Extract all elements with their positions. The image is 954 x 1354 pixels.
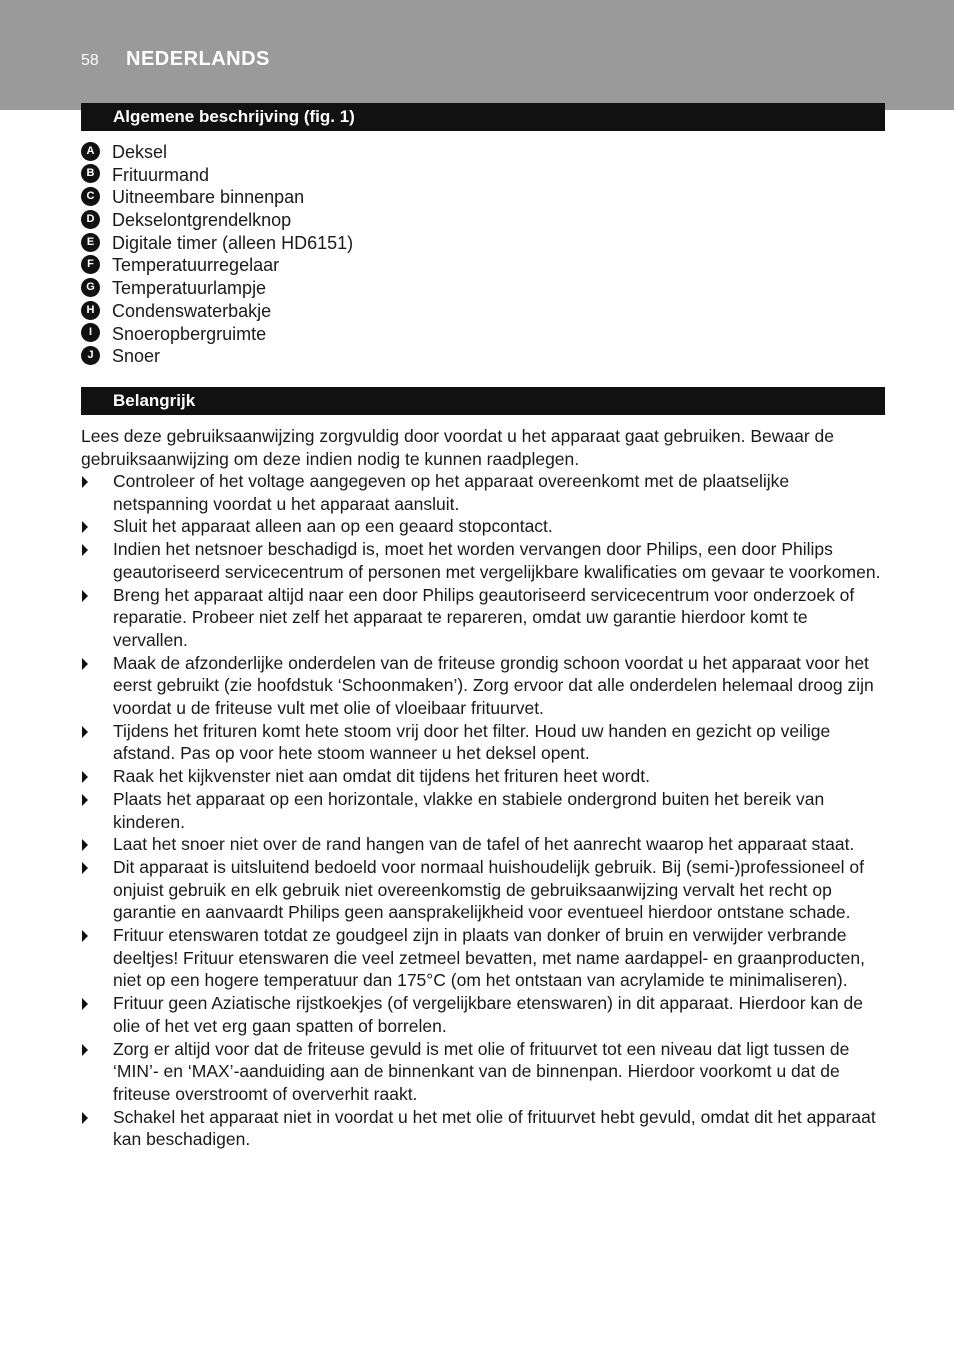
warning-text: Breng het apparaat altijd naar een door Philips geautoriseerd servicecentrum voor onderzoek of reparatie. Probeer niet zelf het apparaat te repareren, omdat uw garantie hierdoor komt te vervallen. bbox=[113, 584, 855, 650]
warning-item bbox=[81, 788, 884, 833]
part-item bbox=[81, 345, 353, 368]
part-item bbox=[81, 164, 353, 187]
warning-item bbox=[81, 856, 884, 924]
triangle-bullet-icon bbox=[82, 544, 88, 556]
warning-item bbox=[81, 924, 884, 992]
triangle-bullet-icon bbox=[82, 930, 88, 942]
part-label: Digitale timer (alleen HD6151) bbox=[112, 232, 354, 253]
warning-item bbox=[81, 470, 884, 515]
warning-item bbox=[81, 720, 884, 765]
triangle-bullet-icon bbox=[82, 726, 88, 738]
part-item bbox=[81, 323, 353, 346]
warning-item bbox=[81, 765, 884, 788]
warning-item bbox=[81, 1106, 884, 1151]
part-letter-badge: B bbox=[81, 164, 100, 183]
warnings-list bbox=[81, 470, 884, 1151]
triangle-bullet-icon bbox=[82, 794, 88, 806]
part-item bbox=[81, 141, 353, 164]
triangle-bullet-icon bbox=[82, 521, 88, 533]
part-letter-badge: E bbox=[81, 233, 100, 252]
part-item bbox=[81, 232, 353, 255]
part-letter-badge: D bbox=[81, 210, 100, 229]
warning-text: Maak de afzonderlijke onderdelen van de friteuse grondig schoon voordat u het apparaat voor het eerst gebruikt (zie hoofdstuk ‘Schoonmaken’). Zorg ervoor dat alle onderdelen helemaal droog zijn voordat u de friteuse vult met olie of vloeibaar frituurvet. bbox=[113, 652, 874, 719]
warning-item bbox=[81, 992, 884, 1037]
triangle-bullet-icon bbox=[82, 476, 88, 488]
warning-text: Laat het snoer niet over de rand hangen van de tafel of het aanrecht waarop het apparaat staat. bbox=[113, 834, 855, 855]
warning-text: Controleer of het voltage aangegeven op het apparaat overeenkomt met de plaatselijke netspanning voordat u het apparaat aansluit. bbox=[113, 471, 790, 514]
part-item bbox=[81, 277, 353, 300]
section-heading-general-description: Algemene beschrijving (fig. 1) bbox=[81, 103, 885, 131]
triangle-bullet-icon bbox=[82, 998, 88, 1010]
triangle-bullet-icon bbox=[82, 1112, 88, 1124]
page-header bbox=[0, 0, 954, 110]
part-item bbox=[81, 209, 353, 232]
part-label: Snoer bbox=[112, 346, 161, 367]
intro-paragraph: Lees deze gebruiksaanwijzing zorgvuldig door voordat u het apparaat gaat gebruiken. Bewaar de gebruiksaanwijzing om deze indien nodig te kunnen raadplegen. bbox=[81, 426, 834, 469]
warning-item bbox=[81, 515, 884, 538]
part-letter-badge: H bbox=[81, 301, 100, 320]
part-label: Snoeropbergruimte bbox=[112, 323, 267, 344]
part-label: Temperatuurlampje bbox=[112, 278, 267, 299]
warning-item bbox=[81, 833, 884, 856]
warning-text: Dit apparaat is uitsluitend bedoeld voor normaal huishoudelijk gebruik. Bij (semi-)professioneel of onjuist gebruik en elk gebruik niet overeenkomstig de gebruiksaanwijzing vervalt het recht op garantie en aanvaardt Philips geen aansprakelijkheid voor eventueel hierdoor ontstane schade. bbox=[113, 856, 864, 923]
section-heading-important: Belangrijk bbox=[81, 387, 885, 415]
warning-text: Frituur geen Aziatische rijstkoekjes (of vergelijkbare etenswaren) in dit apparaat. Hierdoor kan de olie of het vet erg gaan spatten of borrelen. bbox=[113, 993, 863, 1036]
part-letter-badge: J bbox=[81, 346, 100, 365]
warning-text: Plaats het apparaat op een horizontale, vlakke en stabiele ondergrond buiten het bereik van kinderen. bbox=[113, 788, 825, 832]
part-item bbox=[81, 300, 353, 323]
part-letter-badge: C bbox=[81, 187, 100, 206]
part-label: Temperatuurregelaar bbox=[112, 255, 280, 276]
page-number: 58 bbox=[81, 52, 99, 69]
part-label: Dekselontgrendelknop bbox=[112, 210, 292, 231]
triangle-bullet-icon bbox=[82, 839, 88, 851]
part-label: Deksel bbox=[112, 142, 168, 162]
part-item bbox=[81, 254, 353, 277]
part-letter-badge: G bbox=[81, 278, 100, 297]
triangle-bullet-icon bbox=[82, 658, 88, 670]
warning-item bbox=[81, 652, 884, 720]
warning-text: Tijdens het frituren komt hete stoom vrij door het filter. Houd uw handen en gezicht op veilige afstand. Pas op voor hete stoom wanneer u het deksel opent. bbox=[113, 720, 831, 764]
triangle-bullet-icon bbox=[82, 862, 88, 874]
part-letter-badge: F bbox=[81, 255, 100, 274]
warning-text: Raak het kijkvenster niet aan omdat dit tijdens het frituren heet wordt. bbox=[113, 766, 650, 787]
part-letter-badge: I bbox=[81, 323, 100, 342]
triangle-bullet-icon bbox=[82, 1044, 88, 1056]
warning-text: Frituur etenswaren totdat ze goudgeel zijn in plaats van donker of bruin en verwijder verbrande deeltjes! Frituur etenswaren die veel zetmeel bevatten, met name aardappel- en graanproducten, niet op een hogere temperatuur dan 175°C (om het ontstaan van acrylamide te minimaliseren). bbox=[113, 925, 865, 991]
warning-item bbox=[81, 584, 884, 652]
warning-text: Zorg er altijd voor dat de friteuse gevuld is met olie of frituurvet tot een niveau dat ligt tussen de ‘MIN’- en ‘MAX’-aanduiding aan de binnenkant van de binnenpan. Hierdoor voorkomt u dat de friteuse overstroomt of oververhit raakt. bbox=[113, 1038, 850, 1104]
triangle-bullet-icon bbox=[82, 590, 88, 602]
page-language-title: NEDERLANDS bbox=[126, 48, 270, 70]
part-label: Frituurmand bbox=[112, 164, 210, 185]
part-label: Uitneembare binnenpan bbox=[112, 187, 305, 208]
warning-text: Sluit het apparaat alleen aan op een geaard stopcontact. bbox=[113, 516, 553, 537]
warning-text: Schakel het apparaat niet in voordat u het met olie of frituurvet hebt gevuld, omdat dit het apparaat kan beschadigen. bbox=[113, 1106, 876, 1150]
warning-item bbox=[81, 538, 884, 583]
triangle-bullet-icon bbox=[82, 771, 88, 783]
warning-item bbox=[81, 1038, 884, 1106]
part-item bbox=[81, 186, 353, 209]
parts-list bbox=[81, 141, 353, 368]
warning-text: Indien het netsnoer beschadigd is, moet het worden vervangen door Philips, een door Philips geautoriseerd servicecentrum of personen met vergelijkbare kwalificaties om gevaar te voorkomen. bbox=[113, 539, 881, 582]
part-label: Condenswaterbakje bbox=[112, 300, 272, 321]
part-letter-badge: A bbox=[81, 142, 100, 161]
